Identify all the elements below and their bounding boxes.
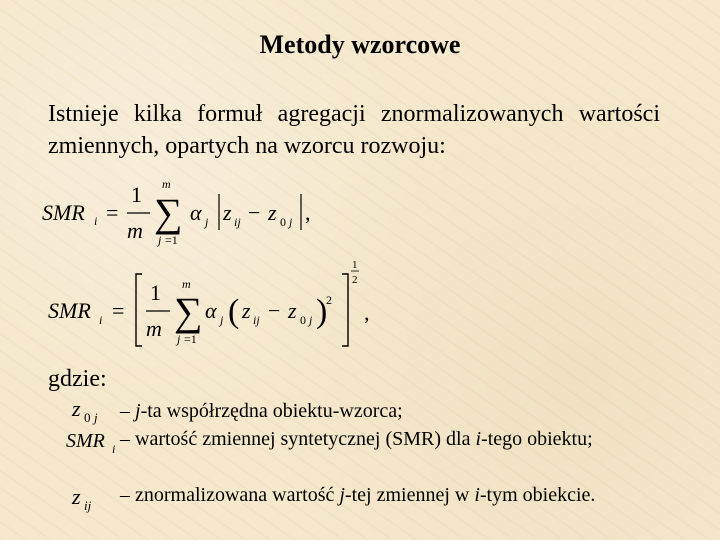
svg-text:j: j (177, 332, 181, 346)
svg-text:z: z (223, 200, 232, 225)
slide-title: Metody wzorcowe (259, 30, 461, 59)
symbol-smr-i (64, 426, 122, 456)
svg-text:(: ( (228, 293, 240, 330)
formula-smr-absolute (38, 176, 338, 256)
svg-text:,: , (364, 300, 370, 325)
svg-text:j: j (94, 410, 98, 425)
svg-text:j: j (309, 313, 313, 327)
formula-smr-quadratic (42, 258, 402, 354)
svg-text:2: 2 (326, 293, 332, 307)
svg-text:α: α (190, 200, 202, 225)
svg-text:−: − (268, 298, 281, 323)
svg-text:1: 1 (131, 182, 142, 207)
svg-text:j: j (220, 313, 224, 327)
definition-smr-i: – wartość zmiennej syntetycznej (SMR) dla i-tego obiektu; (120, 428, 593, 450)
svg-text:1: 1 (150, 280, 161, 305)
svg-text:=: = (106, 200, 119, 225)
svg-text:i: i (99, 313, 103, 327)
svg-text:j: j (205, 215, 209, 229)
svg-text:0: 0 (300, 313, 306, 327)
svg-text:z: z (72, 396, 81, 421)
svg-text:i: i (94, 214, 98, 228)
svg-text:z: z (242, 298, 251, 323)
svg-text:j: j (158, 233, 162, 247)
svg-text:z: z (288, 298, 297, 323)
svg-text:ij: ij (84, 498, 92, 513)
svg-text:SMR: SMR (48, 298, 91, 323)
svg-text:SMR: SMR (66, 430, 105, 452)
svg-text:ij: ij (253, 313, 260, 327)
svg-text:SMR: SMR (42, 200, 85, 225)
definition-zij: – znormalizowana wartość j-tej zmiennej w i-tym obiekcie. (120, 484, 596, 506)
svg-text:ij: ij (234, 215, 241, 229)
svg-text:2: 2 (352, 274, 358, 286)
svg-text:j: j (289, 215, 293, 229)
svg-text:=: = (112, 298, 125, 323)
svg-text:−: − (248, 200, 261, 225)
svg-text:α: α (205, 298, 217, 323)
svg-text:=1: =1 (184, 332, 197, 346)
svg-text:0: 0 (84, 410, 91, 425)
svg-text:0: 0 (280, 215, 286, 229)
svg-text:∑: ∑ (174, 289, 203, 334)
definition-z0j: – j-ta współrzędna obiektu-wzorca; (120, 400, 403, 422)
svg-text:m: m (146, 316, 162, 341)
svg-text:m: m (162, 177, 171, 191)
svg-text:,: , (305, 200, 311, 225)
svg-text:m: m (182, 277, 191, 291)
svg-text:): ) (316, 293, 328, 330)
svg-text:∑: ∑ (154, 190, 183, 235)
svg-text:1: 1 (352, 259, 358, 271)
svg-text:z: z (268, 200, 277, 225)
symbol-z0j (70, 396, 120, 426)
intro-paragraph: Istnieje kilka formuł agregacji znormalizowanych wartości zmiennych, opartych na wzorcu rozwoju: (48, 101, 660, 159)
symbol-zij (70, 484, 120, 514)
svg-text:z: z (72, 484, 81, 509)
svg-text:=1: =1 (165, 233, 178, 247)
svg-text:m: m (127, 218, 143, 243)
where-label: gdzie: (48, 366, 107, 392)
svg-text:i: i (112, 442, 116, 456)
